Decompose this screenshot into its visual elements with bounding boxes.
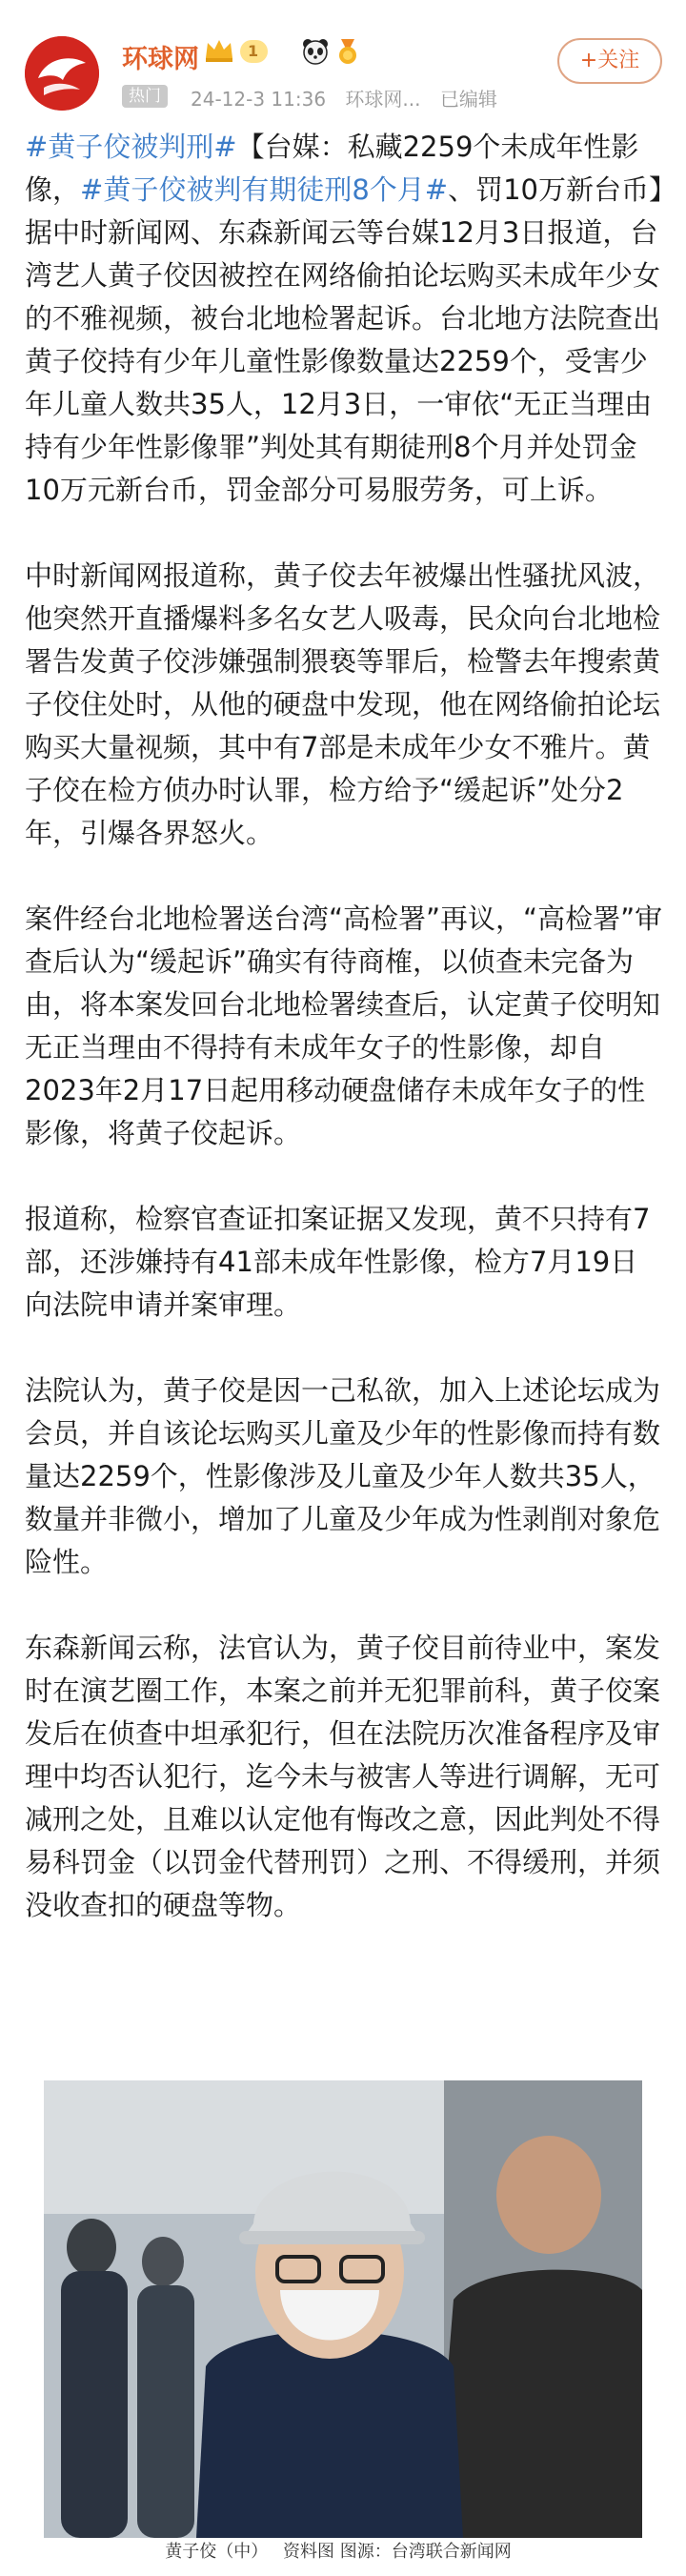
caption-name: 黄子佼（中） <box>165 2542 269 2562</box>
news-photo-illustration <box>44 2080 642 2538</box>
post-meta <box>191 84 511 112</box>
paragraph-5: 法院认为，黄子佼是因一己私欲，加入上述论坛成为会员，并自该论坛购买儿童及少年的性影像而持有数量达2259个，性影像涉及儿童及少年人数共35人，数量并非微小，增加了儿童及少年成为性剥削对象危险性。 <box>25 1374 661 1578</box>
author-name[interactable]: 环球网 <box>122 45 199 74</box>
paragraph-1 <box>25 126 663 512</box>
paragraph-4: 报道称，检察官查证扣案证据又发现，黄不只持有7部，还涉嫌持有41部未成年性影像，检方7月19日向法院申请并案审理。 <box>25 1203 651 1321</box>
paragraph-text: 【台媒：私藏2259个未成年性影像， <box>25 131 639 206</box>
level-badge: 1 <box>240 40 268 63</box>
post-source[interactable]: 环球网... <box>345 88 421 111</box>
avatar[interactable] <box>25 36 99 111</box>
caption-credit: 资料图 图源：台湾联合新闻网 <box>283 2542 512 2562</box>
panda-icon <box>301 37 330 66</box>
photo-caption <box>44 2538 642 2563</box>
paragraph-2: 中时新闻网报道称，黄子佼去年被爆出性骚扰风波，他突然开直播爆料多名女艺人吸毒，民众向台北地检署告发黄子佼涉嫌强制猥亵等罪后，检警去年搜索黄子佼住处时，从他的硬盘中发现，他在网络偷拍论坛购买大量视频，其中有7部是未成年少女不雅片。黄子佼在检方侦办时认罪，检方给予“缓起诉”处分2年，引爆各界怒火。 <box>25 559 661 849</box>
paragraph-3: 案件经台北地检署送台湾“高检署”再议，“高检署”审查后认为“缓起诉”确实有待商榷，以侦查未完备为由，将本案发回台北地检署续查后，认定黄子佼明知无正当理由不得持有未成年女子的性影像，却自2023年2月17日起用移动硬盘储存未成年女子的性影像，将黄子佼起诉。 <box>25 903 663 1149</box>
crown-icon <box>203 37 235 64</box>
post-header <box>0 0 686 133</box>
hot-tag: 热门 <box>122 85 168 108</box>
paragraph-text: 、罚10万新台币】据中时新闻网、东森新闻云等台媒12月3日报道，台湾艺人黄子佼因被控在网络偷拍论坛购买未成年少女的不雅视频，被台北地检署起诉。台北地方法院查出黄子佼持有少年儿童性影像数量达2259个，受害少年儿童人数共35人，12月3日，一审依“无正当理由持有少年性影像罪”判处其有期徒刑8个月并处罚金10万元新台币，罚金部分可易服劳务，可上诉。 <box>25 173 663 506</box>
hashtag-link[interactable]: #黄子佼被判有期徒刑8个月# <box>80 173 449 206</box>
medal-icon <box>333 37 362 66</box>
article-body <box>25 126 663 1970</box>
post-date: 24-12-3 11:36 <box>191 88 327 111</box>
news-photo[interactable] <box>44 2080 642 2538</box>
paragraph-6: 东森新闻云称，法官认为，黄子佼目前待业中，案发时在演艺圈工作，本案之前并无犯罪前科，黄子佼案发后在侦查中坦承犯行，但在法院历次准备程序及审理中均否认犯行，迄今未与被害人等进行调解，无可减刑之处，且难以认定他有悔改之意，因此判处不得易科罚金（以罚金代替刑罚）之刑、不得缓刑，并须没收查扣的硬盘等物。 <box>25 1632 661 1921</box>
follow-button[interactable]: +关注 <box>557 38 662 84</box>
hashtag-link[interactable]: #黄子佼被判刑# <box>25 131 237 163</box>
globe-bird-logo-icon <box>25 36 99 111</box>
edited-label: 已编辑 <box>439 88 497 111</box>
